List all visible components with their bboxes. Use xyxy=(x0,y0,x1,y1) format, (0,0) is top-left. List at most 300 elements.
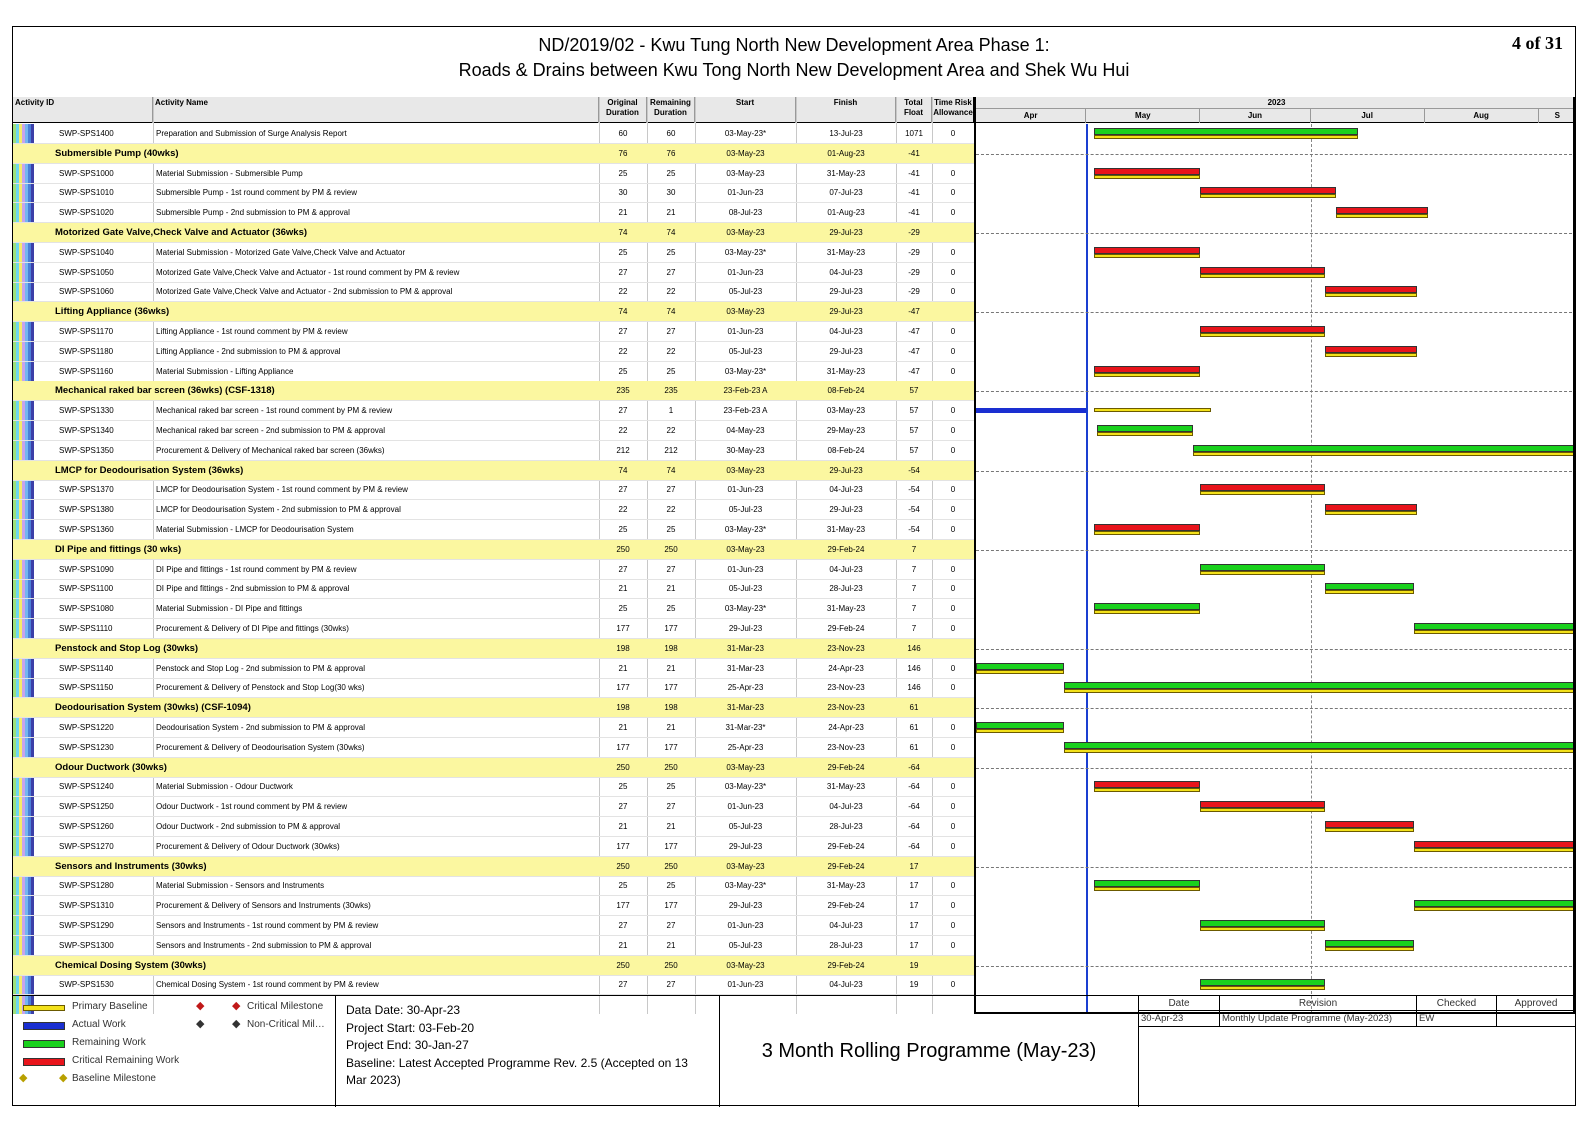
cell-id: SWP-SPS1310 xyxy=(59,901,114,911)
cell-od: 30 xyxy=(618,188,628,198)
cell-finish: 29-Jul-23 xyxy=(829,346,863,356)
cell-name: Procurement & Delivery of Penstock and Stop Log(30 wks) xyxy=(156,683,365,693)
month-label: S xyxy=(1539,109,1575,123)
cell-start: 23-Feb-23 A xyxy=(723,386,768,396)
cell-rd: 27 xyxy=(666,564,676,574)
cell-start: 05-Jul-23 xyxy=(728,940,763,950)
baseline-bar xyxy=(976,729,1064,733)
non-critical-milestone-icon: ◆ xyxy=(196,1018,205,1030)
cell-tf: -41 xyxy=(908,168,920,178)
cell-finish: 08-Feb-24 xyxy=(827,445,865,455)
cell-tra: 0 xyxy=(950,485,956,495)
group-name: Submersible Pump (40wks) xyxy=(55,147,179,159)
activity-bar[interactable] xyxy=(1325,504,1417,515)
activity-row[interactable] xyxy=(13,718,974,738)
activity-row[interactable] xyxy=(13,401,974,421)
cell-start: 05-Jul-23 xyxy=(728,822,763,831)
cell-tra: 0 xyxy=(950,426,956,435)
cell-tf: 19 xyxy=(909,960,919,970)
cell-id: SWP-SPS1170 xyxy=(59,327,114,336)
cell-finish: 23-Nov-23 xyxy=(827,683,865,693)
baseline-bar xyxy=(1325,590,1413,594)
cell-start: 31-Mar-23 xyxy=(727,703,764,713)
activity-bar[interactable] xyxy=(1094,168,1201,179)
timescale-months xyxy=(976,109,1575,123)
cell-finish: 01-Aug-23 xyxy=(827,208,865,218)
rev-description: Monthly Update Programme (May-2023) xyxy=(1220,1011,1417,1027)
remaining-bar xyxy=(1200,920,1325,927)
group-name: Deodourisation System (30wks) (CSF-1094) xyxy=(55,702,251,714)
cell-name: LMCP for Deodourisation System - 1st round comment by PM & review xyxy=(156,485,408,495)
non-critical-milestone-icon: ◆ xyxy=(232,1018,241,1030)
remaining-bar xyxy=(1325,583,1413,590)
cell-start: 03-May-23* xyxy=(724,366,767,376)
cell-rd: 22 xyxy=(666,346,676,356)
activity-bar[interactable] xyxy=(1193,445,1575,456)
cell-name: DI Pipe and fittings - 2nd submission to PM & approval xyxy=(156,584,350,594)
col-original-duration[interactable]: Original Duration xyxy=(599,97,647,123)
cell-id: SWP-SPS1080 xyxy=(59,604,114,614)
baseline-bar xyxy=(1200,808,1325,812)
cell-start: 05-Jul-23 xyxy=(728,505,763,515)
activity-bar[interactable] xyxy=(1064,682,1575,693)
group-row[interactable] xyxy=(13,381,974,401)
remaining-bar xyxy=(976,663,1064,670)
cell-tra: 0 xyxy=(950,505,956,515)
activity-row[interactable] xyxy=(13,243,974,263)
activity-row[interactable] xyxy=(13,619,974,639)
cell-finish: 31-May-23 xyxy=(826,366,866,376)
cell-tra: 0 xyxy=(950,683,956,693)
critical-remaining-bar xyxy=(1094,524,1201,531)
activity-bar[interactable] xyxy=(1325,583,1413,594)
activity-row[interactable] xyxy=(13,975,974,995)
cell-id: SWP-SPS1160 xyxy=(59,366,114,376)
cell-finish: 29-May-23 xyxy=(826,426,866,435)
activity-row[interactable] xyxy=(13,263,974,283)
cell-name: Sensors and Instruments - 2nd submission to PM & approval xyxy=(156,940,372,950)
cell-rd: 60 xyxy=(666,129,676,138)
activity-row[interactable] xyxy=(13,579,974,599)
activity-row[interactable] xyxy=(13,896,974,916)
group-name: Motorized Gate Valve,Check Valve and Actuator (36wks) xyxy=(55,227,308,238)
activity-row[interactable] xyxy=(13,520,974,540)
remaining-bar xyxy=(1094,880,1201,887)
cell-start: 03-May-23 xyxy=(726,148,765,158)
cell-rd: 22 xyxy=(666,426,676,435)
cell-rd: 250 xyxy=(664,861,678,871)
cell-start: 03-May-23* xyxy=(724,525,767,534)
cell-rd: 25 xyxy=(666,168,676,178)
cell-od: 27 xyxy=(618,980,628,990)
cell-name: Sensors and Instruments - 1st round comment by PM & review xyxy=(156,921,379,930)
group-row[interactable] xyxy=(13,223,974,243)
col-finish[interactable]: Finish xyxy=(796,97,896,123)
col-start[interactable]: Start xyxy=(695,97,796,123)
cell-finish: 31-May-23 xyxy=(826,168,866,178)
cell-id: SWP-SPS1330 xyxy=(59,406,114,416)
activity-row[interactable] xyxy=(13,837,974,857)
critical-remaining-bar xyxy=(1094,366,1201,373)
cell-od: 21 xyxy=(618,940,628,950)
cell-od: 27 xyxy=(618,921,628,930)
cell-id: SWP-SPS1220 xyxy=(59,723,114,732)
cell-name: Mechanical raked bar screen - 1st round comment by PM & review xyxy=(156,406,393,416)
baseline-bar xyxy=(1200,571,1325,575)
baseline-bar xyxy=(1414,848,1575,852)
cell-tra: 0 xyxy=(950,188,956,198)
activity-bar[interactable] xyxy=(1094,880,1201,891)
cell-start: 25-Apr-23 xyxy=(727,742,764,752)
cell-tra: 0 xyxy=(950,742,956,752)
cell-start: 03-May-23 xyxy=(726,762,765,772)
cell-tra: 0 xyxy=(950,822,956,831)
cell-name: Penstock and Stop Log - 2nd submission to PM & approval xyxy=(156,663,366,673)
activity-bar[interactable] xyxy=(1200,267,1325,278)
group-separator xyxy=(976,966,1575,967)
cell-od: 21 xyxy=(618,584,628,594)
cell-od: 21 xyxy=(618,663,628,673)
cell-tf: -54 xyxy=(908,485,920,495)
cell-start: 03-May-23* xyxy=(724,129,767,138)
cell-start: 03-May-23 xyxy=(726,861,765,871)
activity-row[interactable] xyxy=(13,441,974,461)
cell-id: SWP-SPS1340 xyxy=(59,426,114,435)
cell-start: 29-Jul-23 xyxy=(728,841,763,851)
cell-name: Odour Ductwork - 2nd submission to PM & approval xyxy=(156,822,341,831)
cell-tf: 7 xyxy=(911,624,917,633)
activity-row[interactable] xyxy=(13,282,974,302)
group-row[interactable] xyxy=(13,144,974,164)
baseline-bar xyxy=(1200,491,1325,495)
activity-bar[interactable] xyxy=(1325,940,1413,951)
group-row[interactable] xyxy=(13,698,974,718)
activity-bar[interactable] xyxy=(1200,484,1325,495)
cell-rd: 74 xyxy=(666,465,676,475)
activity-row[interactable] xyxy=(13,797,974,817)
cell-id: SWP-SPS1530 xyxy=(59,980,114,990)
cell-name: Procurement & Delivery of Odour Ductwork (30wks) xyxy=(156,841,340,851)
cell-rd: 177 xyxy=(664,624,678,633)
activity-row[interactable] xyxy=(13,817,974,837)
cell-id: SWP-SPS1100 xyxy=(59,584,114,594)
activity-bar[interactable] xyxy=(1094,366,1201,377)
cell-od: 198 xyxy=(616,643,630,653)
baseline-bar xyxy=(1193,452,1575,456)
cell-od: 27 xyxy=(618,802,628,812)
cell-rd: 177 xyxy=(664,841,678,851)
cell-rd: 250 xyxy=(664,544,678,554)
cell-start: 30-May-23 xyxy=(726,445,765,455)
remaining-bar xyxy=(1414,623,1575,630)
legend-actual-work: Actual Work xyxy=(72,1019,126,1030)
cell-rd: 27 xyxy=(666,802,676,812)
cell-id: SWP-SPS1180 xyxy=(59,346,114,356)
baseline-bar xyxy=(1325,947,1413,951)
activity-row[interactable] xyxy=(13,500,974,520)
cell-tra: 0 xyxy=(950,980,956,990)
cell-od: 25 xyxy=(618,604,628,614)
group-name: Odour Ductwork (30wks) xyxy=(55,761,167,773)
cell-tra: 0 xyxy=(950,901,956,911)
title-block xyxy=(13,27,1575,98)
activity-row[interactable] xyxy=(13,738,974,758)
cell-tra: 0 xyxy=(950,445,956,455)
activity-row[interactable] xyxy=(13,599,974,619)
group-name: DI Pipe and fittings (30 wks) xyxy=(55,543,182,555)
remaining-bar xyxy=(1414,900,1575,907)
group-row[interactable] xyxy=(13,857,974,877)
group-row[interactable] xyxy=(13,461,974,481)
cell-rd: 27 xyxy=(666,980,676,990)
cell-start: 01-Jun-23 xyxy=(727,267,764,277)
cell-tf: -64 xyxy=(908,782,920,792)
cell-tra: 0 xyxy=(950,366,956,376)
col-time-risk-allowance[interactable]: Time Risk Allowance xyxy=(933,98,973,117)
activity-row[interactable] xyxy=(13,777,974,797)
baseline-bar xyxy=(1200,194,1336,198)
cell-id: SWP-SPS1360 xyxy=(59,525,114,534)
cell-finish: 29-Jul-23 xyxy=(829,228,863,237)
cell-tra: 0 xyxy=(950,940,956,950)
cell-name: Preparation and Submission of Surge Analysis Report xyxy=(156,129,347,138)
cell-rd: 30 xyxy=(666,188,676,198)
activity-row[interactable] xyxy=(13,164,974,184)
baseline-bar xyxy=(1200,927,1325,931)
activity-bar[interactable] xyxy=(1094,603,1201,614)
rev-header-approved: Approved xyxy=(1497,996,1575,1011)
cell-tra: 0 xyxy=(950,406,956,416)
group-name: Lifting Appliance (36wks) xyxy=(55,306,170,318)
activity-bar[interactable] xyxy=(1336,207,1428,218)
critical-remaining-bar xyxy=(1200,187,1336,194)
cell-rd: 250 xyxy=(664,762,678,772)
cell-tf: 57 xyxy=(909,445,919,455)
activity-row[interactable] xyxy=(13,936,974,956)
cell-rd: 21 xyxy=(666,822,676,831)
cell-name: Chemical Dosing System - 1st round comment by PM & review xyxy=(156,980,379,990)
remaining-bar xyxy=(976,722,1064,729)
baseline-bar xyxy=(1200,274,1325,278)
schedule-sheet xyxy=(12,26,1576,1106)
cell-od: 177 xyxy=(616,841,630,851)
cell-od: 235 xyxy=(616,386,630,396)
cell-tf: -41 xyxy=(908,148,920,158)
cell-id: SWP-SPS1150 xyxy=(59,683,114,693)
activity-row[interactable] xyxy=(13,560,974,580)
cell-id: SWP-SPS1000 xyxy=(59,168,114,178)
cell-tf: -29 xyxy=(908,287,920,297)
cell-tf: -47 xyxy=(908,307,920,317)
col-total-float[interactable]: Total Float xyxy=(896,97,932,123)
cell-tf: 146 xyxy=(907,683,921,693)
cell-id: SWP-SPS1110 xyxy=(59,624,113,633)
cell-start: 31-Mar-23 xyxy=(727,643,764,653)
activity-bar[interactable] xyxy=(1414,841,1575,852)
activity-bar[interactable] xyxy=(1200,920,1325,931)
rev-checked: EW xyxy=(1417,1011,1497,1027)
cell-start: 03-May-23 xyxy=(726,307,765,317)
activity-bar[interactable] xyxy=(1414,900,1575,911)
baseline-milestone-icon: ◆ xyxy=(19,1072,28,1084)
activity-row[interactable] xyxy=(13,876,974,896)
col-remaining-duration[interactable]: Remaining Duration xyxy=(647,97,695,123)
cell-name: Motorized Gate Valve,Check Valve and Actuator - 1st round comment by PM & review xyxy=(156,267,460,277)
cell-rd: 21 xyxy=(666,208,676,218)
baseline-bar xyxy=(1094,610,1201,614)
baseline-bar xyxy=(1097,432,1193,436)
activity-bar[interactable] xyxy=(1094,781,1201,792)
activity-bar[interactable] xyxy=(976,722,1064,733)
baseline-milestone-icon: ◆ xyxy=(59,1072,68,1084)
cell-od: 27 xyxy=(618,485,628,495)
activity-bar[interactable] xyxy=(1064,742,1575,753)
baseline-bar xyxy=(1064,749,1575,753)
cell-start: 29-Jul-23 xyxy=(728,624,763,633)
cell-tf: 57 xyxy=(909,406,919,416)
timescale-year: 2023 xyxy=(976,97,1575,109)
cell-tf: 7 xyxy=(911,564,917,574)
activity-row[interactable] xyxy=(13,659,974,679)
activity-bar[interactable] xyxy=(1094,524,1201,535)
cell-rd: 27 xyxy=(666,921,676,930)
activity-bar[interactable] xyxy=(1200,801,1325,812)
cell-name: DI Pipe and fittings - 1st round comment by PM & review xyxy=(156,564,357,574)
critical-remaining-bar xyxy=(1094,781,1201,788)
baseline-bar xyxy=(1414,630,1575,634)
baseline-bar xyxy=(1064,689,1575,693)
actual-work-bar[interactable] xyxy=(976,408,1086,413)
cell-start: 03-May-23* xyxy=(724,782,767,792)
activity-row[interactable] xyxy=(13,678,974,698)
group-row[interactable] xyxy=(13,639,974,659)
cell-rd: 235 xyxy=(664,386,678,396)
cell-od: 74 xyxy=(618,228,628,237)
baseline-bar xyxy=(1094,254,1201,258)
activity-bar[interactable] xyxy=(1200,326,1325,337)
activity-row[interactable] xyxy=(13,322,974,342)
cell-od: 74 xyxy=(618,307,628,317)
baseline-bar xyxy=(1325,828,1413,832)
remaining-bar xyxy=(1325,940,1413,947)
activity-bar[interactable] xyxy=(1097,425,1193,436)
cell-rd: 198 xyxy=(664,703,678,713)
cell-rd: 25 xyxy=(666,782,676,792)
cell-finish: 29-Feb-24 xyxy=(827,960,865,970)
activity-row[interactable] xyxy=(13,342,974,362)
cell-tf: 146 xyxy=(907,663,921,673)
cell-start: 31-Mar-23* xyxy=(725,723,766,732)
critical-remaining-bar xyxy=(1325,504,1417,511)
activity-bar[interactable] xyxy=(1200,187,1336,198)
cell-finish: 31-May-23 xyxy=(826,881,866,891)
cell-id: SWP-SPS1350 xyxy=(59,445,114,455)
activity-bar[interactable] xyxy=(1200,564,1325,575)
cell-id: SWP-SPS1010 xyxy=(59,188,114,198)
cell-od: 21 xyxy=(618,822,628,831)
cell-name: Material Submission - Motorized Gate Valve,Check Valve and Actuator xyxy=(156,247,406,257)
legend-remaining-work: Remaining Work xyxy=(72,1037,146,1048)
cell-id: SWP-SPS1380 xyxy=(59,505,114,515)
cell-id: SWP-SPS1250 xyxy=(59,802,114,812)
cell-tra: 0 xyxy=(950,247,956,257)
legend-non-critical-milestone: Non-Critical Mil… xyxy=(247,1019,325,1030)
group-row[interactable] xyxy=(13,956,974,976)
cell-id: SWP-SPS1020 xyxy=(59,208,114,218)
cell-id: SWP-SPS1230 xyxy=(59,742,114,752)
activity-row[interactable] xyxy=(13,124,974,144)
activity-row[interactable] xyxy=(13,480,974,500)
cell-tf: 1071 xyxy=(905,129,923,138)
cell-od: 250 xyxy=(616,960,630,970)
cell-id: SWP-SPS1300 xyxy=(59,940,114,950)
project-title-line2: Roads & Drains between Kwu Tong North New Development Area and Shek Wu Hui xyxy=(458,60,1130,80)
group-name: Penstock and Stop Log (30wks) xyxy=(55,642,199,654)
cell-tf: -29 xyxy=(908,228,920,237)
group-row[interactable] xyxy=(13,540,974,560)
activity-row[interactable] xyxy=(13,916,974,936)
cell-tf: 17 xyxy=(909,921,919,930)
activity-bar[interactable] xyxy=(1094,247,1201,258)
cell-od: 22 xyxy=(618,346,628,356)
cell-finish: 31-May-23 xyxy=(826,525,866,534)
cell-tf: 17 xyxy=(909,940,919,950)
activity-row[interactable] xyxy=(13,183,974,203)
activity-bar[interactable] xyxy=(1094,128,1359,139)
group-row[interactable] xyxy=(13,758,974,778)
activity-row[interactable] xyxy=(13,362,974,382)
activity-bar[interactable] xyxy=(1325,821,1413,832)
critical-remaining-bar xyxy=(1094,247,1201,254)
cell-start: 08-Jul-23 xyxy=(728,208,763,218)
cell-finish: 01-Aug-23 xyxy=(827,148,865,158)
baseline-bar xyxy=(1094,135,1359,139)
cell-rd: 22 xyxy=(666,505,676,515)
activity-row[interactable] xyxy=(13,203,974,223)
month-label: Apr xyxy=(976,109,1086,123)
cell-tf: -54 xyxy=(908,525,920,534)
cell-id: SWP-SPS1260 xyxy=(59,822,114,831)
cell-tra: 0 xyxy=(950,802,956,812)
activity-bar[interactable] xyxy=(1325,346,1417,357)
critical-remaining-bar xyxy=(1336,207,1428,214)
col-activity-id[interactable]: Activity ID xyxy=(13,97,153,123)
month-label: Jul xyxy=(1311,109,1425,123)
legend-swatch-critical xyxy=(23,1058,65,1066)
activity-bar[interactable] xyxy=(1325,286,1417,297)
baseline-bar xyxy=(1094,788,1201,792)
cell-rd: 25 xyxy=(666,525,676,534)
activity-row[interactable] xyxy=(13,421,974,441)
cell-rd: 27 xyxy=(666,485,676,495)
activity-bar[interactable] xyxy=(1200,979,1325,990)
baseline-only-bar[interactable] xyxy=(1094,408,1212,413)
cell-od: 250 xyxy=(616,762,630,772)
cell-tra: 0 xyxy=(950,287,956,297)
col-activity-name[interactable]: Activity Name xyxy=(153,97,599,123)
group-row[interactable] xyxy=(13,302,974,322)
cell-finish: 29-Jul-23 xyxy=(829,505,863,515)
activity-bar[interactable] xyxy=(976,663,1064,674)
cell-finish: 29-Jul-23 xyxy=(829,307,863,317)
baseline-bar xyxy=(976,670,1064,674)
legend-swatch-remaining xyxy=(23,1040,65,1048)
cell-name: LMCP for Deodourisation System - 2nd submission to PM & approval xyxy=(156,505,401,515)
activity-bar[interactable] xyxy=(1414,623,1575,634)
cell-od: 177 xyxy=(616,742,630,752)
cell-tf: 7 xyxy=(911,604,917,614)
cell-id: SWP-SPS1060 xyxy=(59,287,114,297)
